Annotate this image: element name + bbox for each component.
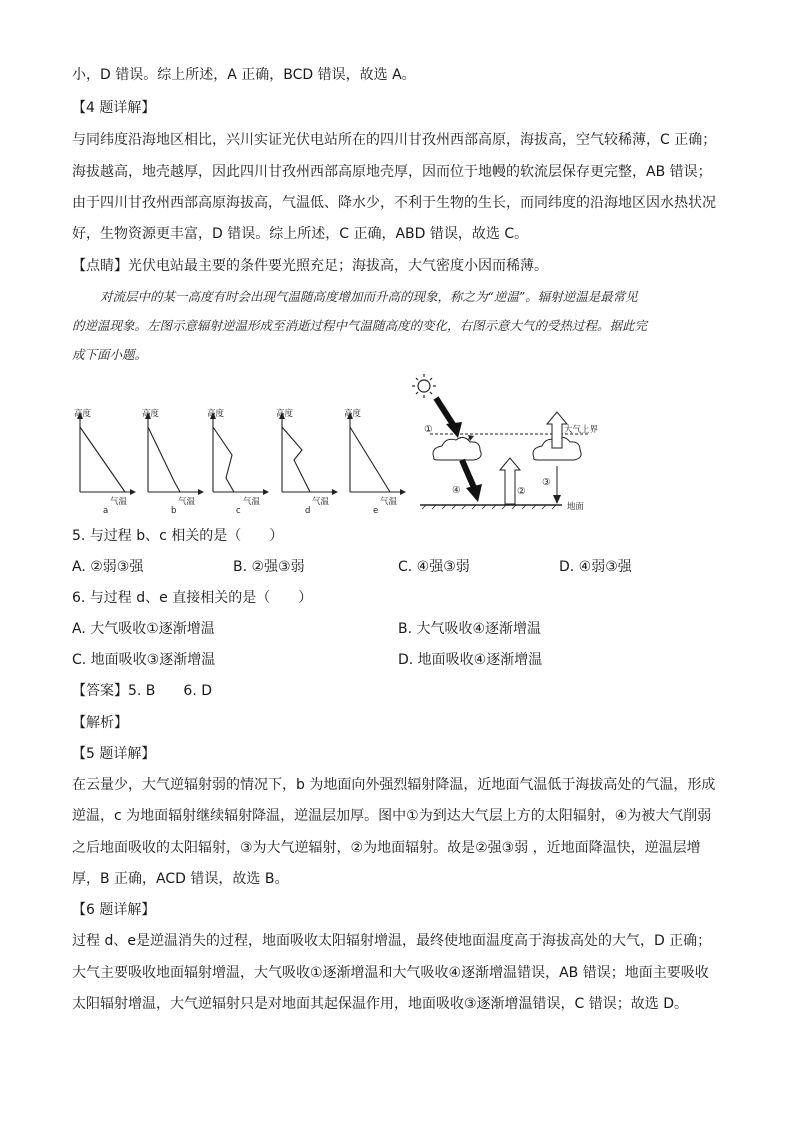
text-line: 厚，B 正确，ACD 错误，故选 B。 (72, 871, 289, 887)
q6-option-a: A. 大气吸收①逐渐增温 (72, 621, 215, 637)
tip-line: 【点睛】光伏电站最主要的条件要光照充足；海拔高，大气密度小因而稀薄。 (72, 258, 548, 274)
section-heading: 【4 题详解】 (72, 100, 156, 116)
marker-1: ① (424, 424, 433, 435)
q6-option-b: B. 大气吸收④逐渐增温 (398, 621, 542, 637)
atmosphere-top-label: 大气上界 (564, 425, 599, 435)
text-line: 大气主要吸收地面辐射增温，大气吸收①逐渐增温和大气吸收④逐渐增温错误，AB 错误；地面主要吸收 (72, 965, 709, 981)
q5-option-b: B. ②强③弱 (233, 559, 305, 575)
atmosphere-heating-figure (412, 372, 612, 512)
analysis-heading: 【解析】 (72, 715, 128, 731)
panel-label: e (373, 506, 379, 516)
question-5: 5. 与过程 b、c 相关的是（ ） (72, 528, 284, 544)
x-axis-label: 气温 (110, 497, 128, 507)
text-line: 好，生物资源更丰富，D 错误。综上所述，C 正确，ABD 错误，故选 C。 (72, 226, 529, 242)
x-axis-label: 气温 (178, 497, 196, 507)
text-line: 在云量少，大气逆辐射弱的情况下，b 为地面向外强烈辐射降温，近地面气温低于海拔高处的气温，形成 (72, 777, 716, 793)
q6-option-c: C. 地面吸收③逐渐增温 (72, 652, 216, 668)
marker-3: ③ (542, 477, 551, 488)
text-line: 海拔越高，地壳越厚，因此四川甘孜州西部高原地壳厚，因而位于地幔的软流层保存更完整，AB 错误； (72, 164, 712, 180)
text-line: 逆温，c 为地面辐射继续辐射降温，逆温层加厚。图中①为到达大气层上方的太阳辐射，④为被大气削弱 (72, 808, 712, 824)
q6-option-d: D. 地面吸收④逐渐增温 (398, 652, 543, 668)
cloud-icon (433, 437, 481, 460)
marker-2: ② (517, 486, 526, 497)
text-line: 小，D 错误。综上所述，A 正确，BCD 错误，故选 A。 (72, 67, 416, 83)
y-axis-label: 高度 (74, 409, 92, 419)
y-axis-label: 高度 (142, 409, 160, 419)
intro-line: 对流层中的某一高度有时会出现气温随高度增加而升高的现象，称之为“逆温”。辐射逆温是最常见 (100, 289, 638, 304)
question-6: 6. 与过程 d、e 直接相关的是（ ） (72, 590, 313, 606)
x-axis-label: 气温 (243, 497, 261, 507)
text-line: 由于四川甘孜州西部高原海拔高，气温低、降水少，不利于生物的生长，而同纬度的沿海地区因水热状况 (72, 195, 716, 211)
text-line: 之后地面吸收的太阳辐射，③为大气逆辐射，②为地面辐射。故是②强③弱 ，近地面降温快，逆温层增 (72, 840, 701, 856)
x-axis-label: 气温 (312, 497, 330, 507)
y-axis-label: 高度 (276, 409, 294, 419)
panel-label: d (305, 506, 311, 516)
ground-label: 地面 (567, 502, 585, 512)
section-heading: 【6 题详解】 (72, 902, 156, 918)
panel-label: a (103, 506, 109, 516)
q5-option-a: A. ②弱③强 (72, 559, 144, 575)
answer-line: 【答案】5. B 6. D (72, 683, 212, 699)
panel-label: b (171, 506, 177, 516)
y-axis-label: 高度 (344, 409, 362, 419)
text-line: 过程 d、e是逆温消失的过程，地面吸收太阳辐射增温，最终使地面温度高于海拔高处的大气，D 正确； (72, 933, 712, 949)
section-heading: 【5 题详解】 (72, 746, 156, 762)
intro-line: 的逆温现象。左图示意辐射逆温形成至消逝过程中气温随高度的变化，右图示意大气的受热过程。据此完 (72, 318, 648, 333)
intro-line: 成下面小题。 (72, 347, 148, 362)
text-line: 与同纬度沿海地区相比，兴川实证光伏电站所在的四川甘孜州西部高原，海拔高，空气较稀薄，C 正确； (72, 132, 717, 148)
y-axis-label: 高度 (207, 409, 225, 419)
sun-icon (412, 374, 436, 398)
q5-option-d: D. ④弱③强 (559, 559, 632, 575)
text-line: 太阳辐射增温，大气逆辐射只是对地面其起保温作用，地面吸收③逐渐增温错误，C 错误；故选 D。 (72, 996, 689, 1012)
marker-4: ④ (452, 485, 461, 496)
x-axis-label: 气温 (380, 497, 398, 507)
panel-label: c (236, 506, 241, 516)
q5-option-c: C. ④强③弱 (398, 559, 470, 575)
inversion-profiles-figure (70, 405, 410, 517)
